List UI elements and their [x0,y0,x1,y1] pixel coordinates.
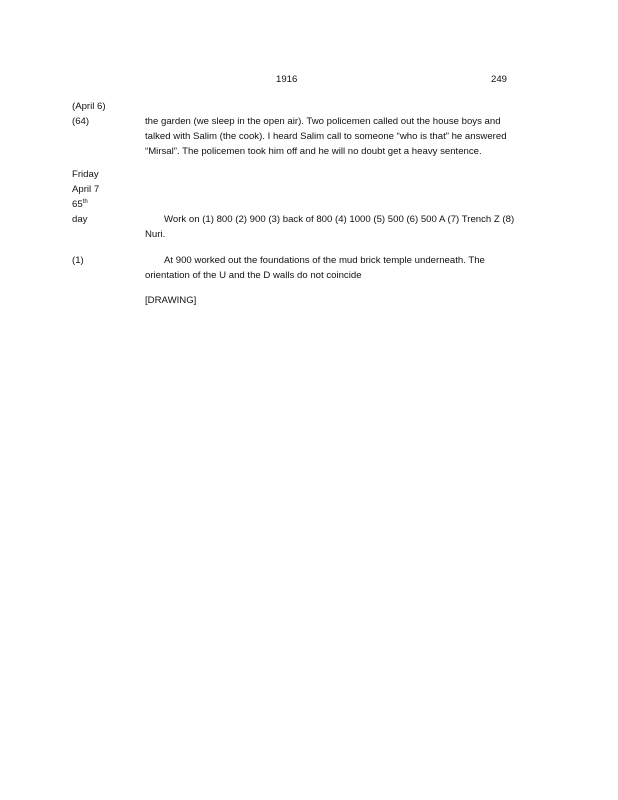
page-number: 249 [491,74,508,85]
text-line: orientation of the U and the D walls do not coincide [145,270,362,281]
entry-3-margin [72,253,84,268]
margin-day-number: (64) [72,116,90,127]
margin-date: April 7 [72,184,100,195]
margin-day-label: day [72,214,88,225]
text-line: Work on (1) 800 (2) 900 (3) back of 800 (4) 1000 (5) 500 (6) 500 A (7) Trench Z (8) [164,214,515,225]
drawing-placeholder: [DRAWING] [145,295,197,306]
text-line: “Mirsal”. The policemen took him off and he will no doubt get a heavy sentence. [145,146,482,157]
text-line: talked with Salim (the cook). I heard Salim call to someone “who is that” he answered [145,131,507,142]
entry-1-text [145,114,540,159]
entry-1-margin [72,99,106,129]
ordinal-suffix: th [82,198,88,205]
margin-date: (April 6) [72,101,106,112]
page-year: 1916 [276,74,298,85]
entry-3-text [145,253,540,283]
text-line: the garden (we sleep in the open air). Two policemen called out the house boys and [145,116,501,127]
entry-2-text [145,212,540,242]
text-line: At 900 worked out the foundations of the mud brick temple underneath. The [164,255,485,266]
margin-note-number: (1) [72,255,84,266]
entry-2-margin [72,167,99,227]
margin-weekday: Friday [72,169,99,180]
margin-day-count [72,197,99,212]
day-count-number: 65 [72,199,83,210]
text-line: Nuri. [145,229,166,240]
